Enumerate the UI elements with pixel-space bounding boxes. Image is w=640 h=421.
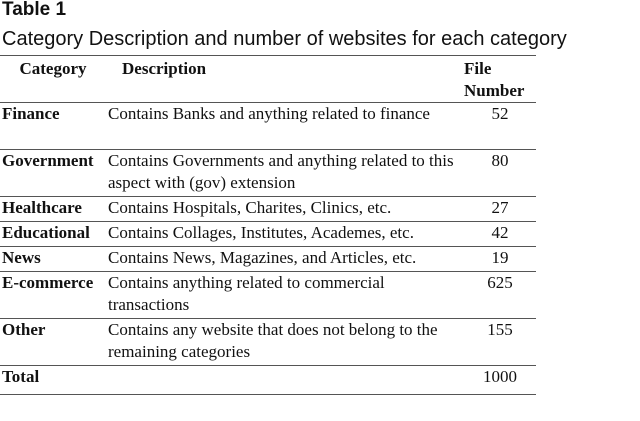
table-row [0,197,536,222]
table-row [0,222,536,247]
file-number-cell: 80 [464,150,536,197]
table-row [0,272,536,319]
table-label: Table 1 [2,0,67,20]
category-cell: Educational [0,222,106,247]
table-row [0,150,536,197]
data-table [0,55,536,395]
file-number-cell: 27 [464,197,536,222]
description-cell: Contains News, Magazines, and Articles, etc. [106,247,464,272]
total-description [106,366,464,395]
category-cell: Other [0,319,106,366]
description-cell: Contains Hospitals, Charites, Clinics, etc. [106,197,464,222]
file-number-cell: 19 [464,247,536,272]
category-cell: Finance [0,103,106,150]
description-cell: Contains any website that does not belong to the remaining categories [106,319,464,366]
total-row [0,366,536,395]
header-description: Description [106,56,464,103]
category-cell: Government [0,150,106,197]
table-caption: Category Description and number of websites for each category [2,28,567,50]
category-cell: News [0,247,106,272]
file-number-cell: 52 [464,103,536,150]
category-cell: Healthcare [0,197,106,222]
header-row [0,56,536,103]
total-file-number: 1000 [464,366,536,395]
description-cell: Contains anything related to commercial transactions [106,272,464,319]
table-row [0,247,536,272]
description-cell: Contains Banks and anything related to finance [106,103,464,150]
header-file-number: File Number [464,56,536,103]
description-cell: Contains Governments and anything related to this aspect with (gov) extension [106,150,464,197]
table-row [0,103,536,150]
file-number-cell: 155 [464,319,536,366]
total-label: Total [0,366,106,395]
header-category: Category [0,56,106,103]
file-number-cell: 42 [464,222,536,247]
table-row [0,319,536,366]
category-cell: E-commerce [0,272,106,319]
file-number-cell: 625 [464,272,536,319]
description-cell: Contains Collages, Institutes, Academes, etc. [106,222,464,247]
